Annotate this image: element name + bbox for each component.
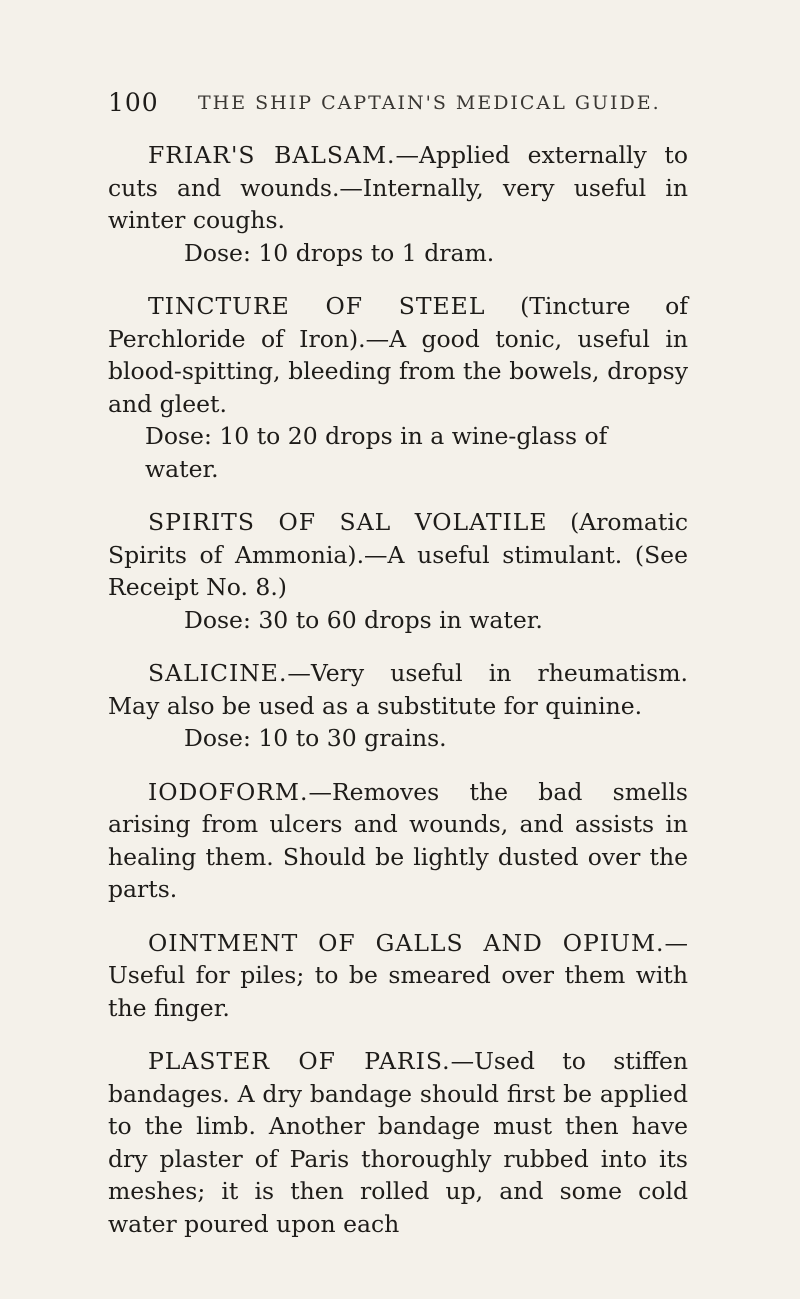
entry-paragraph [108,139,688,237]
page-body [108,139,688,1240]
entry-paragraph [108,776,688,906]
entry-title: IODOFORM. [148,777,309,806]
entry-dose: Dose: 10 drops to 1 dram. [184,238,495,267]
entry-paragraph [108,927,688,1025]
entry-paragraph [108,657,688,722]
entry-description: (Aromatic Spirits of Ammonia).—A useful stimulant. (See Receipt No. 8.) [108,508,688,601]
entry-description: —Used to stiffen bandages. A dry bandage should first be applied to the limb. Another bandage must then have dry plaster of Paris thoroughly rubbed into its meshes; it is then rolled up, and some cold water poured upon each [108,1047,688,1238]
entry-title: PLASTER OF PARIS. [148,1047,451,1075]
entry-dose: Dose: 30 to 60 drops in water. [184,605,543,634]
entry-paragraph [108,290,688,420]
running-head [108,88,668,122]
entry-description: (Tincture of Perchloride of Iron).—A good tonic, useful in blood-spitting, bleeding from the bowels, dropsy and gleet. [108,292,688,418]
entry-paragraph [108,506,688,604]
entry-ointment-of-galls-and-opium [108,927,688,1025]
entry-description: —Removes the bad smells arising from ulcers and wounds, and assists in healing them. Should be lightly dusted over the parts. [108,777,688,903]
entry-plaster-of-paris [108,1045,688,1240]
entry-tincture-of-steel [108,290,688,485]
entry-description: —Very useful in rheumatism. May also be used as a substitute for quinine. [108,659,688,720]
entry-dose: Dose: 10 to 30 grains. [184,724,447,752]
entry-paragraph [108,1045,688,1240]
entry-spirits-of-sal-volatile [108,506,688,636]
entry-title: FRIAR'S BALSAM. [148,141,396,169]
entry-dose: Dose: 10 to 20 drops in a wine-glass of water. [145,422,608,483]
entry-title: OINTMENT OF GALLS AND OPIUM. [148,928,665,957]
entry-title: SALICINE. [148,659,288,687]
entry-friars-balsam [108,139,688,269]
page-number: 100 [108,88,159,117]
entry-title: TINCTURE OF STEEL [148,292,486,320]
entry-iodoform [108,776,688,906]
entry-title: SPIRITS OF SAL VOLATILE [148,508,548,536]
running-title: THE SHIP CAPTAIN'S MEDICAL GUIDE. [198,92,661,114]
entry-salicine [108,657,688,755]
entry-description: —Applied externally to cuts and wounds.—Internally, very useful in winter coughs. [108,141,688,234]
entry-description: —Useful for piles; to be smeared over them with the finger. [108,928,688,1022]
